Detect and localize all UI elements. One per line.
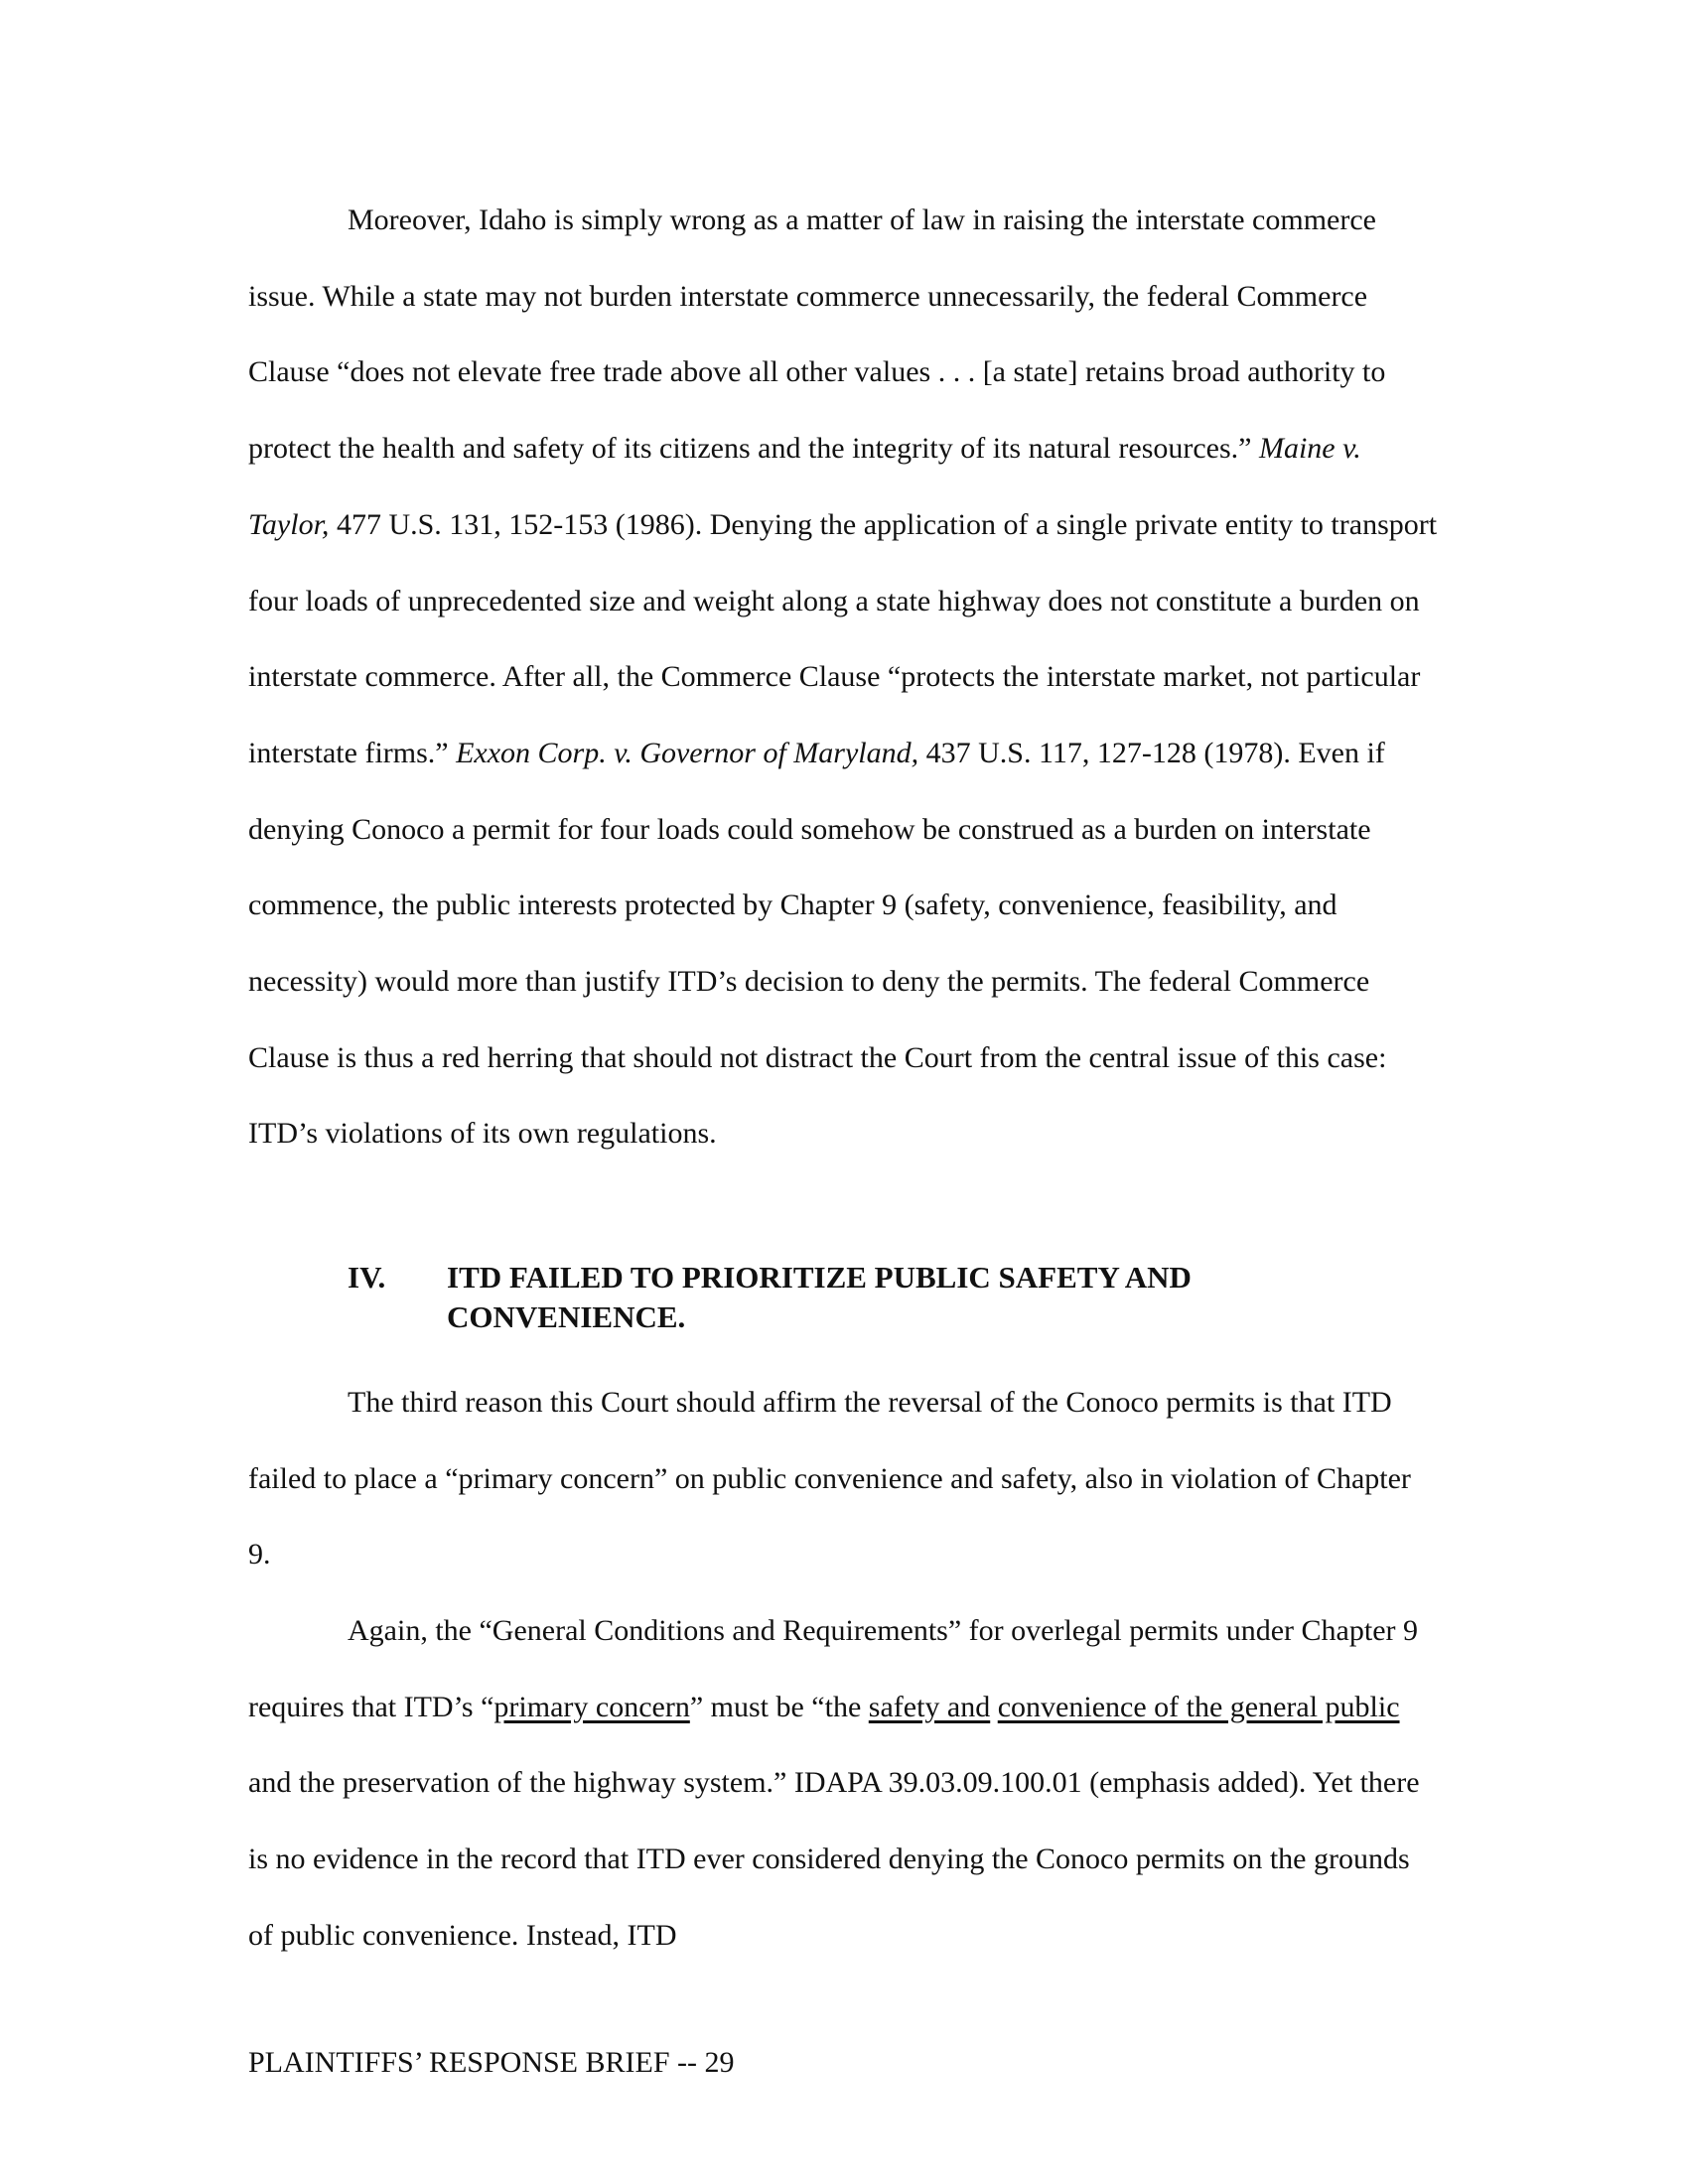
section-number: IV. bbox=[348, 1260, 386, 1295]
case-citation-maine-v-taylor: Maine v. Taylor, bbox=[248, 432, 1361, 541]
paragraph-text bbox=[990, 1691, 998, 1723]
paragraph-general-conditions bbox=[248, 1593, 1440, 1975]
paragraph-text: and the preservation of the highway system.” IDAPA 39.03.09.100.01 (emphasis added). Yet there is no evidence in the record that ITD ever considered denying the Conoco permits on the grounds of public convenience. Instead, ITD bbox=[248, 1766, 1420, 1952]
paragraph-text: ” must be “the bbox=[689, 1690, 869, 1723]
case-citation-exxon: Exxon Corp. v. Governor of Maryland, bbox=[456, 736, 919, 769]
paragraph-text: 437 U.S. 117, 127-128 (1978). Even if denying Conoco a permit for four loads could somehow be construed as a burden on interstate commence, the public interests protected by Chapter 9 (safety, convenience, feasibility, and necessity) would more than justify ITD’s decision to deny the permits. The federal Commerce Clause is thus a red herring that should not distract the Court from the central issue of this case: ITD’s violations of its own regulations. bbox=[248, 736, 1387, 1151]
section-title: ITD FAILED TO PRIORITIZE PUBLIC SAFETY AND CONVENIENCE. bbox=[447, 1260, 1192, 1334]
emphasis-convenience: convenience of the general public bbox=[997, 1690, 1400, 1723]
page-footer: PLAINTIFFS’ RESPONSE BRIEF -- 29 bbox=[248, 2046, 735, 2079]
emphasis-primary-concern: primary concern bbox=[493, 1690, 690, 1723]
paragraph-text: 477 U.S. 131, 152-153 (1986). Denying the application of a single private entity to transport four loads of unprecedented size and weight along a state highway does not constitute a burden on interstate commerce. After all, the Commerce Clause “protects the interstate market, not particular interstate firms.” bbox=[248, 507, 1438, 769]
paragraph-third-reason bbox=[248, 1365, 1440, 1593]
emphasis-safety: safety and bbox=[868, 1690, 991, 1723]
paragraph-commerce-clause bbox=[248, 183, 1440, 1172]
paragraph-text: Moreover, Idaho is simply wrong as a matter of law in raising the interstate commerce issue. While a state may not burden interstate commerce unnecessarily, the federal Commerce Clause “does not elevate free trade above all other values . . . [a state] retains broad authority to protect the health and safety of its citizens and the integrity of its natural resources.” bbox=[248, 204, 1386, 466]
paragraph-text: Again, the “General Conditions and Requirements” for overlegal permits under Chapter 9 requires that ITD’s “ bbox=[248, 1614, 1419, 1723]
paragraph-text: The third reason this Court should affirm the reversal of the Conoco permits is that ITD failed to place a “primary concern” on public convenience and safety, also in violation of Chapter 9. bbox=[248, 1386, 1411, 1571]
